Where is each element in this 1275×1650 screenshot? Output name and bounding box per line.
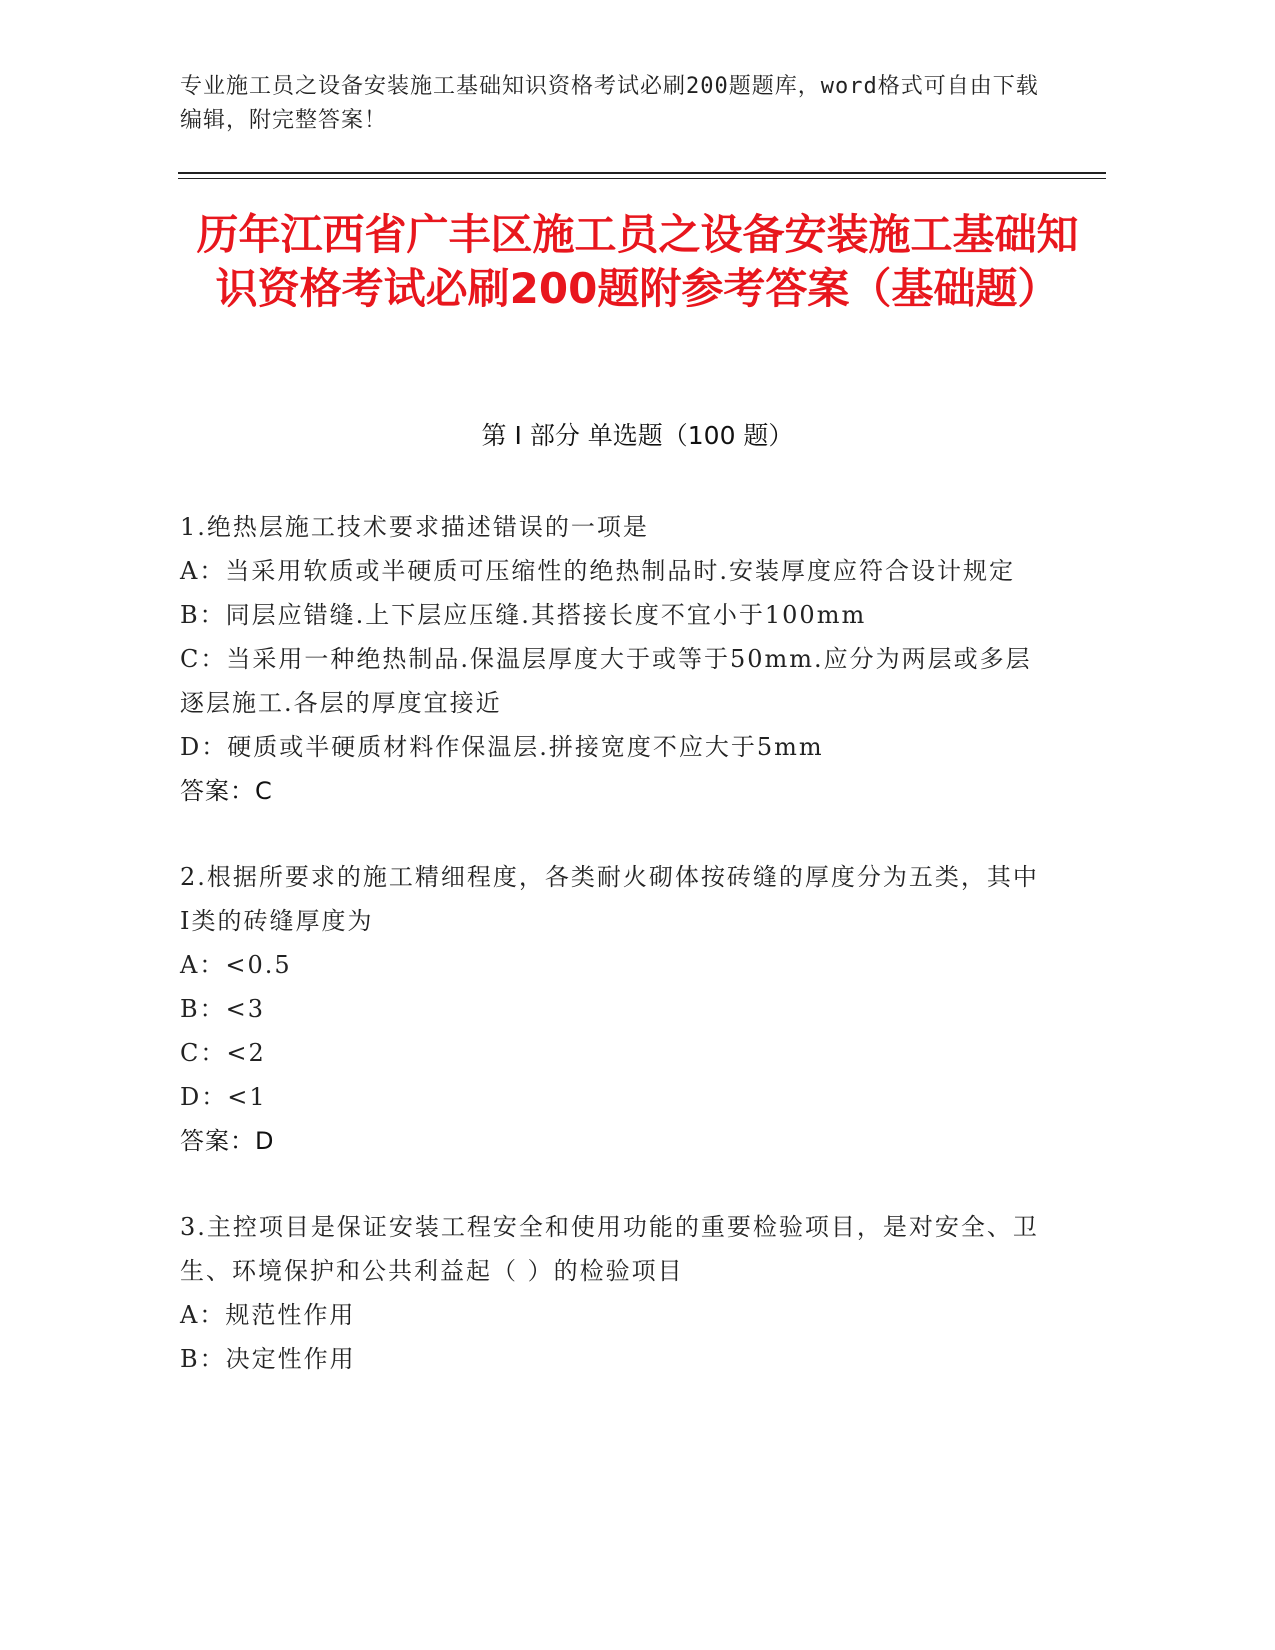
header-divider-thin (178, 178, 1106, 179)
option-d: D：<1 (180, 1083, 267, 1111)
option-a: A：<0.5 (180, 951, 292, 979)
question-stem: 3.主控项目是保证安装工程安全和使用功能的重要检验项目，是对安全、卫生、环境保护和公共利益起（ ）的检验项目 (180, 1213, 1039, 1285)
question-2 (180, 855, 1050, 1163)
option-c: C：当采用一种绝热制品.保温层厚度大于或等于50mm.应分为两层或多层逐层施工.各层的厚度宜接近 (180, 645, 1032, 717)
option-a: A：规范性作用 (180, 1301, 356, 1329)
answer: 答案：D (180, 1127, 275, 1155)
question-stem: 1.绝热层施工技术要求描述错误的一项是 (180, 513, 649, 541)
option-b: B：决定性作用 (180, 1345, 356, 1373)
header-note: 专业施工员之设备安装施工基础知识资格考试必刷200题题库，word格式可自由下载编辑，附完整答案！ (180, 74, 1039, 133)
question-stem: 2.根据所要求的施工精细程度，各类耐火砌体按砖缝的厚度分为五类，其中I类的砖缝厚度为 (180, 863, 1039, 935)
option-b: B：同层应错缝.上下层应压缝.其搭接长度不宜小于100mm (180, 601, 867, 629)
question-1 (180, 505, 1050, 813)
header-divider (178, 172, 1106, 174)
option-b: B：<3 (180, 995, 266, 1023)
answer: 答案：C (180, 777, 273, 805)
option-d: D：硬质或半硬质材料作保温层.拼接宽度不应大于5mm (180, 733, 824, 761)
option-c: C：<2 (180, 1039, 266, 1067)
question-list (180, 505, 1050, 1423)
option-a: A：当采用软质或半硬质可压缩性的绝热制品时.安装厚度应符合设计规定 (180, 557, 1015, 585)
section-title: 第 I 部分 单选题（100 题） (481, 421, 794, 450)
document-title: 历年江西省广丰区施工员之设备安装施工基础知识资格考试必刷200题附参考答案（基础题） (196, 210, 1079, 313)
question-3 (180, 1205, 1050, 1381)
